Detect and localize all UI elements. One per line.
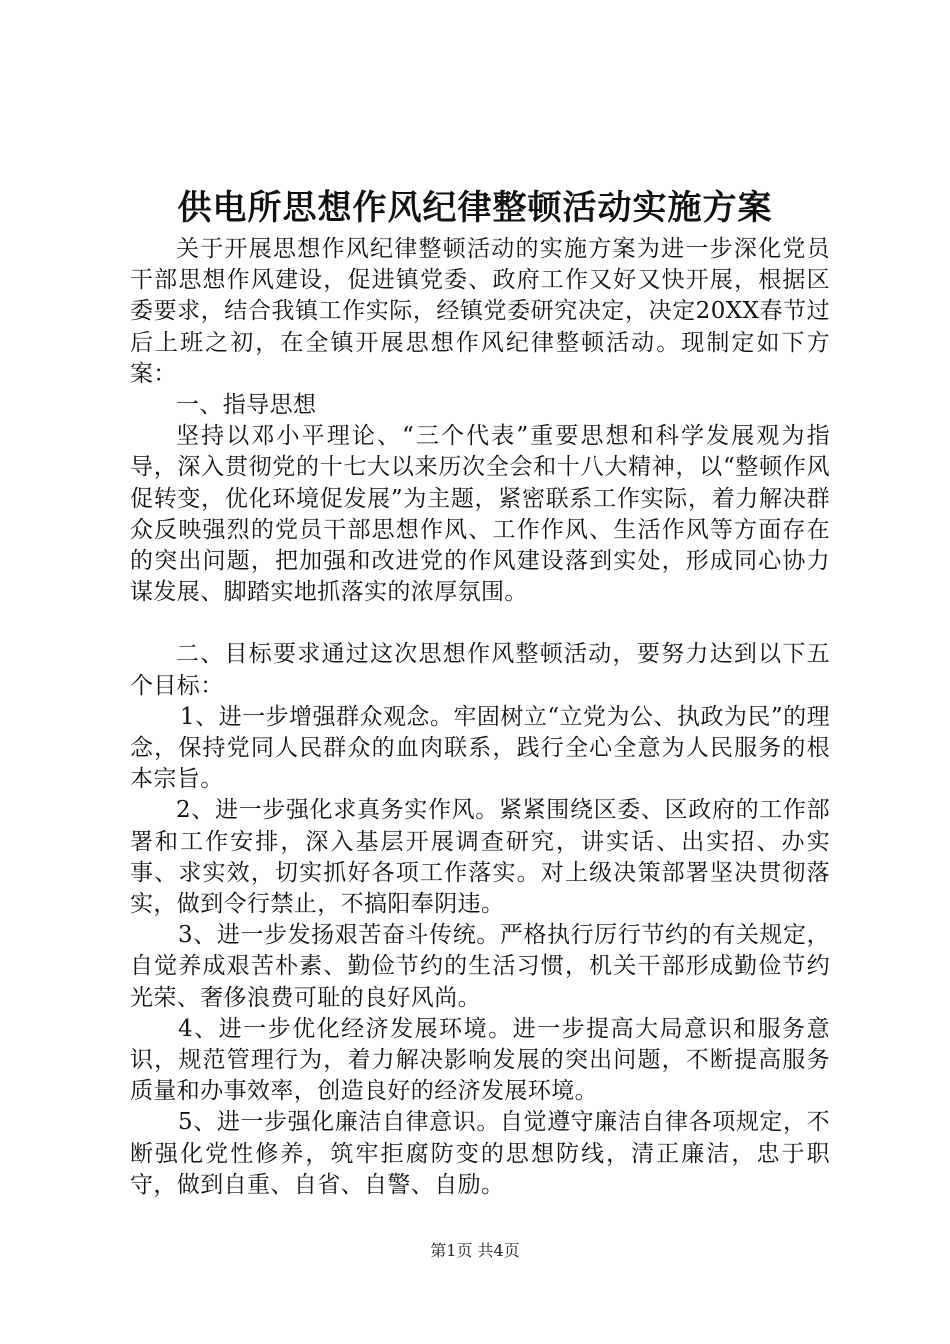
goal-item-3: 3、进一步发扬艰苦奋斗传统。严格执行厉行节约的有关规定，自觉养成艰苦朴素、勤俭节约的生活习惯，机关干部形成勤俭节约光荣、奢侈浪费可耻的良好风尚。: [130, 922, 830, 1011]
page-footer: 第1页 共4页: [430, 1241, 520, 1260]
goal-item-2: 2、进一步强化求真务实作风。紧紧围绕区委、区政府的工作部署和工作安排，深入基层开展调查研究，讲实话、出实招、办实事、求实效，切实抓好各项工作落实。对上级决策部署坚决贯彻落实，做到令行禁止，不搞阳奉阴违。: [130, 797, 830, 918]
section-heading-guiding-thought: 一、指导思想: [176, 392, 317, 419]
paragraph-gap: [130, 608, 830, 639]
intro-paragraph: 关于开展思想作风纪律整顿活动的实施方案为进一步深化党员干部思想作风建设，促进镇党委、政府工作又好又快开展，根据区委要求，结合我镇工作实际，经镇党委研究决定，决定20XX春节过后上班之初，在全镇开展思想作风纪律整顿活动。现制定如下方案：: [130, 236, 830, 387]
document-title: 供电所思想作风纪律整顿活动实施方案: [177, 188, 773, 228]
goal-item-5: 5、进一步强化廉洁自律意识。自觉遵守廉洁自律各项规定，不断强化党性修养，筑牢拒腐防变的思想防线，清正廉洁，忠于职守，做到自重、自省、自警、自励。: [130, 1109, 830, 1198]
goal-item-1: 1、进一步增强群众观念。牢固树立“立党为公、执政为民”的理念，保持党同人民群众的血肉联系，践行全心全意为人民服务的根本宗旨。: [130, 703, 830, 793]
goal-item-4: 4、进一步优化经济发展环境。进一步提高大局意识和服务意识，规范管理行为，着力解决影响发展的突出问题，不断提高服务质量和办事效率，创造良好的经济发展环境。: [130, 1015, 830, 1105]
document-body: [130, 234, 830, 1201]
section-heading-goals: 二、目标要求通过这次思想作风整顿活动，要努力达到以下五个目标：: [130, 641, 830, 699]
guiding-thought-paragraph: 坚持以邓小平理论、“三个代表”重要思想和科学发展观为指导，深入贯彻党的十七大以来历次全会和十八大精神，以“整顿作风促转变，优化环境促发展”为主题，紧密联系工作实际，着力解决群众反映强烈的党员干部思想作风、工作作风、生活作风等方面存在的突出问题，把加强和改进党的作风建设落到实处，形成同心协力谋发展、脚踏实地抓落实的浓厚氛围。: [130, 423, 830, 606]
